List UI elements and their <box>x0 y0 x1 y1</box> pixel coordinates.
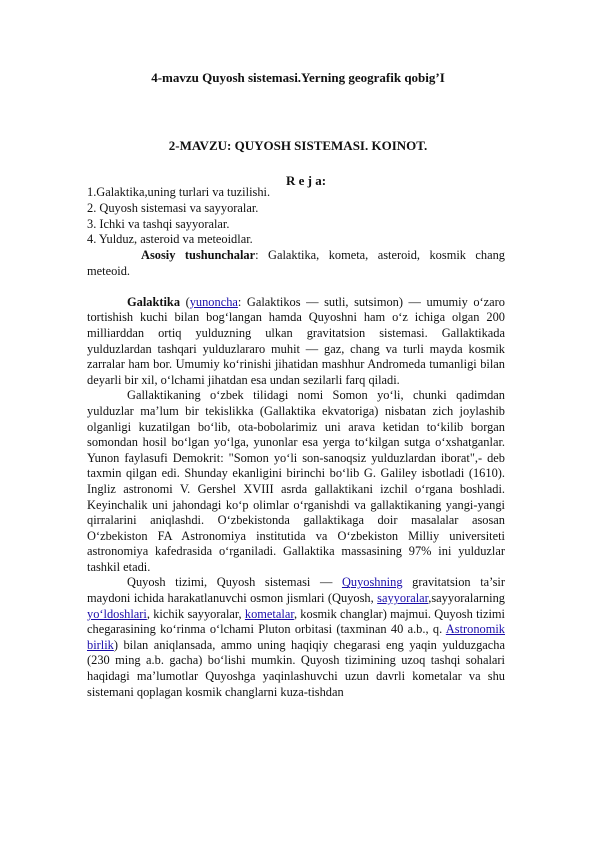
paragraph-somon-yoli: Gallaktikaning o‘zbek tilidagi nomi Somon yo‘li, chunki qadimdan yulduzlar ma’lum bir tekislikka (Gallaktika ekvatoriga) nisbatan zich joylashib olganligi kuzatilgan bo‘lib, ota-bobolarimiz uni arava ketidan to‘kilib borgan somondan hosil bo‘lgan yo‘lga, yunonlar esa yerga to‘kilgan sutga o‘xshatganlar. Yunon faylasufi Demokrit: "Somon yo‘li son-sanoqsiz yulduzlardan iborat",- deb taxmin qilgan edi. Shunday ekanligini birinchi bo‘lib G. Galiley isbotladi (1610). Ingliz astronomi V. Gershel XVIII asrda gallaktikani izchil o‘rgana boshladi. Keyinchalik uni jahondagi ko‘p olimlar o‘rganishdi va gallaktikaning yangi-yangi qirralarini aniqlashdi. O‘zbekistonda gallaktikaga doir masalalar asosan O‘zbekiston FA Astronomiya institutida va O‘zbekiston Milliy universiteti astronomiya kafedrasida o‘rganiladi. Gallaktika massasining 97% ini yulduzlar tashkil etadi. <box>87 388 505 574</box>
key-concepts <box>87 248 505 279</box>
link-yunoncha[interactable]: yunoncha <box>189 294 238 309</box>
link-yoldoshlari[interactable]: yo‘ldoshlari <box>87 606 147 621</box>
plan-list <box>87 185 270 248</box>
link-astronomik-birlik[interactable]: Astronomik birlik <box>87 622 505 652</box>
paragraph-quyosh-tizimi: Quyosh tizimi, Quyosh sistemasi — Quyoshning gravitatsion ta’sir maydoni ichida harakatlanuvchi osmon jismlari (Quyosh, sayyoralar,sayyoralarning yo‘ldoshlari, kichik sayyoralar, kometalar, kosmik changlar) majmui. Quyosh tizimi chegarasining ko‘rinma o‘lchami Pluton orbitasi (taxminan 40 a.b., q. Astronomik birlik) bilan aniqlansada, ammo uning haqiqiy chegarasi eng yaqin yulduzgacha (230 ming a.b. gacha) bo‘lishi mumkin. Quyosh tizimining uzoq tashqi sohalari haqidagi ma’lumotlar Quyoshga yaqinlashuvchi uzun davrli kometalar va shu sistemani qoplagan kosmik changlarni kuza-tishdan <box>87 575 506 699</box>
term-galaktika: Galaktika <box>127 294 181 309</box>
plan-item: 4. Yulduz, asteroid va meteoidlar. <box>87 232 253 247</box>
link-kometalar[interactable]: kometalar <box>244 606 294 621</box>
document-body <box>87 248 505 700</box>
paragraph-galaktika: Galaktika (yunoncha: Galaktikos — sutli, sutsimon) — umumiy o‘zaro tortishish kuchi bilan bog‘langan hamda Quyoshni ham o‘z ichiga olgan 200 milliarddan ortiq yulduzning ulkan gravitatsion sistemasi. Gallaktikada yulduzlardan tashqari yulduzlararo muhit — gaz, chang va turli mayda kosmik zarralar ham bor. Umumiy ko‘rinishi jihatidan mashhur Andromeda tumanligi bilan deyarli bir xil, o‘lchami jihatdan esa undan sezilarli farq qiladi. <box>87 294 505 387</box>
plan-item: 1.Galaktika,uning turlari va tuzilishi. <box>87 185 271 199</box>
plan-item: 2. Quyosh sistemasi va sayyoralar. <box>87 200 259 215</box>
plan-item: 3. Ichki va tashqi sayyoralar. <box>87 216 230 231</box>
key-concepts-label: Asosiy tushunchalar <box>141 248 256 262</box>
link-sayyoralar[interactable]: sayyoralar <box>377 591 429 606</box>
plan-title: R e j a: <box>285 173 327 188</box>
link-quyoshning[interactable]: Quyoshning <box>341 575 403 590</box>
topic-title: 2-MAVZU: QUYOSH SISTEMASI. KOINOT. <box>168 138 428 153</box>
key-concepts-text: : Galaktika, kometa, asteroid, kosmik chang meteoid. <box>87 248 505 278</box>
document-header: 4-mavzu Quyosh sistemasi.Yerning geografik qobig’I <box>151 70 445 85</box>
